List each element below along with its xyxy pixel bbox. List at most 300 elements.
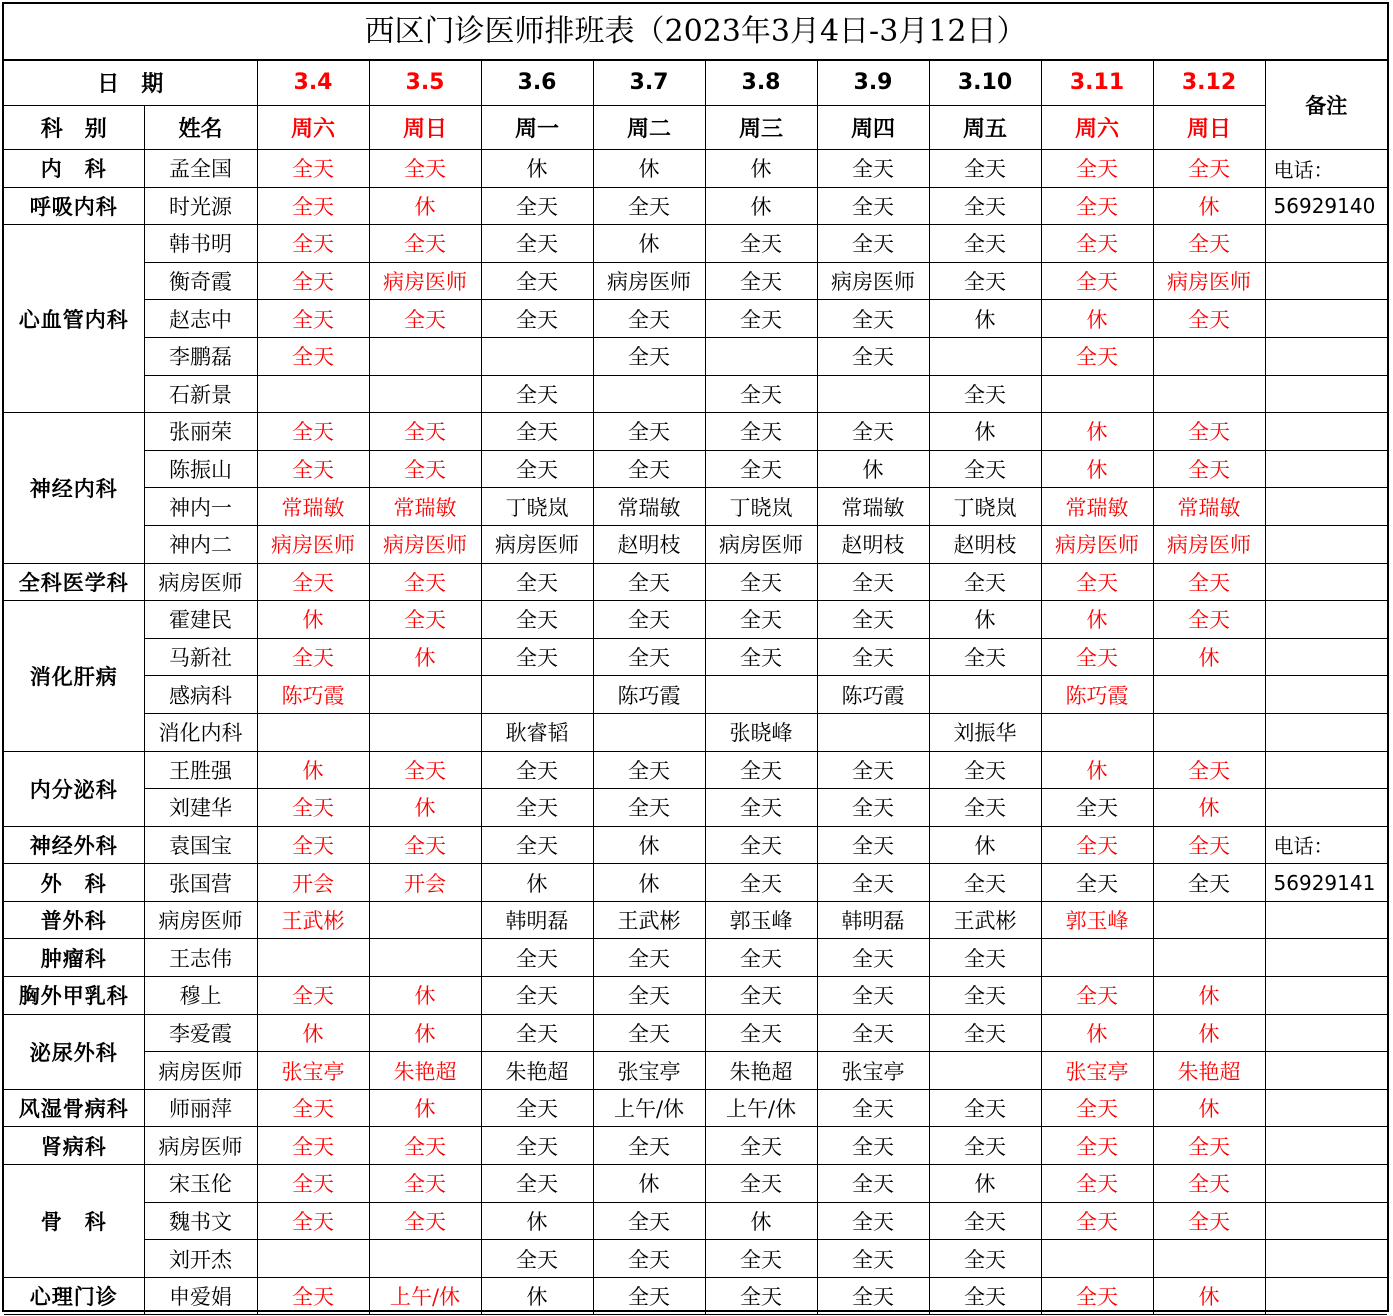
shift-cell: 全天 [369, 1202, 481, 1240]
doctor-name-cell: 石新景 [144, 375, 257, 413]
shift-cell: 全天 [929, 150, 1041, 188]
shift-cell: 休 [1153, 187, 1265, 225]
shift-cell: 全天 [481, 450, 593, 488]
shift-cell: 全天 [929, 225, 1041, 263]
shift-cell: 全天 [1153, 300, 1265, 338]
shift-cell [1153, 939, 1265, 977]
shift-cell: 张宝亭 [1041, 1052, 1153, 1090]
table-row [4, 1240, 1387, 1278]
doctor-name-cell: 韩书明 [144, 225, 257, 263]
note-cell [1265, 262, 1387, 300]
shift-cell: 全天 [369, 450, 481, 488]
shift-cell: 全天 [929, 450, 1041, 488]
note-cell [1265, 413, 1387, 451]
shift-cell: 休 [369, 977, 481, 1015]
table-row [4, 1089, 1387, 1127]
shift-cell: 休 [481, 1277, 593, 1315]
shift-cell: 全天 [705, 939, 817, 977]
date-header: 3.8 [705, 61, 817, 106]
shift-cell: 常瑞敏 [593, 488, 705, 526]
date-header: 3.5 [369, 61, 481, 106]
shift-cell: 全天 [929, 1202, 1041, 1240]
shift-cell: 郭玉峰 [705, 901, 817, 939]
shift-cell [369, 337, 481, 375]
shift-cell: 休 [1041, 1014, 1153, 1052]
table-row [4, 262, 1387, 300]
shift-cell: 全天 [257, 638, 369, 676]
shift-cell: 全天 [257, 1089, 369, 1127]
shift-cell [705, 676, 817, 714]
shift-cell: 全天 [817, 1202, 929, 1240]
shift-cell: 全天 [705, 450, 817, 488]
table-row [4, 1202, 1387, 1240]
shift-cell: 全天 [593, 977, 705, 1015]
shift-cell: 全天 [1153, 601, 1265, 639]
shift-cell: 全天 [817, 1127, 929, 1165]
doctor-name-cell: 孟全国 [144, 150, 257, 188]
shift-cell: 休 [593, 864, 705, 902]
shift-cell: 全天 [593, 601, 705, 639]
shift-cell: 陈巧霞 [257, 676, 369, 714]
table-row [4, 300, 1387, 338]
shift-cell: 全天 [705, 864, 817, 902]
shift-cell [1041, 375, 1153, 413]
shift-cell: 病房医师 [257, 525, 369, 563]
shift-cell: 全天 [593, 450, 705, 488]
shift-cell: 休 [257, 601, 369, 639]
table-row [4, 601, 1387, 639]
shift-cell: 全天 [929, 187, 1041, 225]
shift-cell: 全天 [257, 563, 369, 601]
shift-cell: 郭玉峰 [1041, 901, 1153, 939]
shift-cell: 全天 [929, 638, 1041, 676]
note-cell [1265, 977, 1387, 1015]
shift-cell: 全天 [1041, 1165, 1153, 1203]
department-cell: 骨 科 [4, 1165, 144, 1278]
department-cell: 内分泌科 [4, 751, 144, 826]
department-cell: 肿瘤科 [4, 939, 144, 977]
shift-cell: 全天 [929, 1127, 1041, 1165]
shift-cell: 休 [1041, 601, 1153, 639]
shift-cell: 常瑞敏 [369, 488, 481, 526]
shift-cell: 病房医师 [1153, 262, 1265, 300]
shift-cell: 全天 [705, 826, 817, 864]
shift-cell: 王武彬 [929, 901, 1041, 939]
shift-cell: 休 [929, 413, 1041, 451]
shift-cell [1041, 1240, 1153, 1278]
doctor-name-cell: 消化内科 [144, 713, 257, 751]
shift-cell: 全天 [593, 563, 705, 601]
shift-cell: 全天 [817, 413, 929, 451]
table-row [4, 751, 1387, 789]
note-cell [1265, 375, 1387, 413]
note-cell [1265, 1202, 1387, 1240]
shift-cell [481, 337, 593, 375]
shift-cell: 休 [593, 225, 705, 263]
department-cell: 神经外科 [4, 826, 144, 864]
shift-cell: 全天 [1041, 1089, 1153, 1127]
doctor-name-cell: 病房医师 [144, 901, 257, 939]
shift-cell: 全天 [257, 1127, 369, 1165]
date-header: 3.7 [593, 61, 705, 106]
shift-cell: 全天 [593, 1277, 705, 1315]
note-cell [1265, 1014, 1387, 1052]
shift-cell [817, 713, 929, 751]
shift-cell: 常瑞敏 [817, 488, 929, 526]
doctor-name-cell: 刘开杰 [144, 1240, 257, 1278]
shift-cell: 丁晓岚 [481, 488, 593, 526]
shift-cell: 张晓峰 [705, 713, 817, 751]
note-cell [1265, 939, 1387, 977]
doctor-name-cell: 袁国宝 [144, 826, 257, 864]
doctor-name-cell: 陈振山 [144, 450, 257, 488]
shift-cell: 休 [593, 150, 705, 188]
shift-cell: 全天 [481, 1014, 593, 1052]
doctor-name-cell: 王志伟 [144, 939, 257, 977]
shift-cell [1153, 337, 1265, 375]
schedule-sheet [2, 2, 1389, 1312]
shift-cell: 全天 [481, 638, 593, 676]
note-cell [1265, 488, 1387, 526]
shift-cell: 休 [1041, 751, 1153, 789]
doctor-name-cell: 马新社 [144, 638, 257, 676]
doctor-name-cell: 时光源 [144, 187, 257, 225]
shift-cell [1041, 939, 1153, 977]
shift-cell: 休 [369, 187, 481, 225]
shift-cell: 全天 [593, 638, 705, 676]
shift-cell: 病房医师 [817, 262, 929, 300]
shift-cell: 王武彬 [257, 901, 369, 939]
shift-cell: 赵明枝 [593, 525, 705, 563]
shift-cell: 全天 [705, 1240, 817, 1278]
shift-cell: 休 [1153, 1089, 1265, 1127]
doctor-name-cell: 病房医师 [144, 1052, 257, 1090]
note-cell: 56929141 [1265, 864, 1387, 902]
shift-cell: 休 [1153, 789, 1265, 827]
table-row [4, 638, 1387, 676]
note-cell [1265, 638, 1387, 676]
shift-cell: 休 [369, 1089, 481, 1127]
shift-cell: 全天 [1153, 1165, 1265, 1203]
shift-cell: 全天 [1153, 1202, 1265, 1240]
shift-cell: 全天 [593, 1202, 705, 1240]
shift-cell: 上午/休 [705, 1089, 817, 1127]
shift-cell: 全天 [369, 1165, 481, 1203]
shift-cell: 休 [1153, 638, 1265, 676]
shift-cell: 全天 [929, 1014, 1041, 1052]
shift-cell: 全天 [1153, 1127, 1265, 1165]
shift-cell: 上午/休 [593, 1089, 705, 1127]
shift-cell: 休 [705, 187, 817, 225]
shift-cell: 全天 [1041, 789, 1153, 827]
weekday-header: 周日 [1153, 105, 1265, 150]
shift-cell: 全天 [593, 413, 705, 451]
note-cell [1265, 789, 1387, 827]
shift-cell: 全天 [705, 225, 817, 263]
shift-cell: 全天 [817, 1165, 929, 1203]
doctor-name-cell: 感病科 [144, 676, 257, 714]
shift-cell: 全天 [481, 1089, 593, 1127]
table-row [4, 187, 1387, 225]
shift-cell: 全天 [481, 1127, 593, 1165]
shift-cell: 全天 [929, 1240, 1041, 1278]
shift-cell [369, 676, 481, 714]
shift-cell: 全天 [369, 751, 481, 789]
shift-cell: 全天 [481, 187, 593, 225]
doctor-name-cell: 衡奇霞 [144, 262, 257, 300]
shift-cell: 全天 [929, 864, 1041, 902]
shift-cell [1153, 676, 1265, 714]
shift-cell: 朱艳超 [705, 1052, 817, 1090]
shift-cell: 全天 [257, 413, 369, 451]
table-row [4, 375, 1387, 413]
shift-cell: 全天 [257, 187, 369, 225]
note-cell: 电话： [1265, 150, 1387, 188]
note-cell [1265, 1052, 1387, 1090]
shift-cell: 全天 [593, 337, 705, 375]
shift-cell: 病房医师 [1041, 525, 1153, 563]
department-cell: 胸外甲乳科 [4, 977, 144, 1015]
shift-cell: 丁晓岚 [705, 488, 817, 526]
shift-cell: 全天 [1041, 1202, 1153, 1240]
shift-cell: 休 [593, 826, 705, 864]
doctor-name-cell: 赵志中 [144, 300, 257, 338]
shift-cell: 全天 [481, 977, 593, 1015]
shift-cell: 全天 [817, 187, 929, 225]
shift-cell: 全天 [369, 1127, 481, 1165]
shift-cell: 全天 [1041, 864, 1153, 902]
shift-cell: 病房医师 [369, 525, 481, 563]
shift-cell: 全天 [929, 751, 1041, 789]
shift-cell: 全天 [817, 977, 929, 1015]
shift-cell: 全天 [817, 601, 929, 639]
shift-cell: 全天 [929, 789, 1041, 827]
schedule-table [4, 60, 1387, 1315]
table-row [4, 1165, 1387, 1203]
shift-cell [593, 375, 705, 413]
table-row [4, 977, 1387, 1015]
note-cell [1265, 1127, 1387, 1165]
shift-cell: 休 [929, 300, 1041, 338]
shift-cell: 病房医师 [705, 525, 817, 563]
shift-cell: 全天 [481, 1165, 593, 1203]
table-row [4, 713, 1387, 751]
shift-cell: 全天 [817, 789, 929, 827]
shift-cell [929, 676, 1041, 714]
shift-cell: 全天 [1041, 638, 1153, 676]
shift-cell: 全天 [481, 1240, 593, 1278]
shift-cell: 休 [1153, 1277, 1265, 1315]
shift-cell: 全天 [369, 413, 481, 451]
shift-cell: 全天 [817, 1277, 929, 1315]
shift-cell [1153, 1240, 1265, 1278]
shift-cell: 全天 [1041, 337, 1153, 375]
shift-cell: 全天 [705, 601, 817, 639]
shift-cell: 全天 [817, 638, 929, 676]
shift-cell: 全天 [369, 300, 481, 338]
shift-cell: 全天 [929, 1089, 1041, 1127]
note-cell: 56929140 [1265, 187, 1387, 225]
date-header: 3.10 [929, 61, 1041, 106]
shift-cell: 全天 [1041, 225, 1153, 263]
shift-cell: 全天 [705, 413, 817, 451]
header-row-weekdays [4, 105, 1387, 150]
doctor-name-cell: 魏书文 [144, 1202, 257, 1240]
header-row-dates [4, 61, 1387, 106]
table-row [4, 901, 1387, 939]
note-cell [1265, 337, 1387, 375]
shift-cell: 全天 [593, 1127, 705, 1165]
shift-cell: 王武彬 [593, 901, 705, 939]
shift-cell: 休 [481, 864, 593, 902]
shift-cell: 全天 [593, 789, 705, 827]
department-cell: 泌尿外科 [4, 1014, 144, 1089]
doctor-name-cell: 师丽萍 [144, 1089, 257, 1127]
shift-cell: 张宝亭 [593, 1052, 705, 1090]
shift-cell: 丁晓岚 [929, 488, 1041, 526]
shift-cell: 全天 [593, 751, 705, 789]
note-cell [1265, 901, 1387, 939]
shift-cell: 全天 [929, 977, 1041, 1015]
shift-cell: 病房医师 [481, 525, 593, 563]
shift-cell [817, 375, 929, 413]
note-cell [1265, 1240, 1387, 1278]
table-row [4, 413, 1387, 451]
shift-cell: 病房医师 [593, 262, 705, 300]
shift-cell: 陈巧霞 [817, 676, 929, 714]
shift-cell: 休 [481, 150, 593, 188]
date-label: 日 期 [4, 61, 257, 106]
shift-cell: 全天 [257, 826, 369, 864]
shift-cell: 韩明磊 [481, 901, 593, 939]
table-row [4, 864, 1387, 902]
note-cell [1265, 450, 1387, 488]
shift-cell: 休 [1041, 450, 1153, 488]
table-row [4, 676, 1387, 714]
shift-cell: 休 [1041, 300, 1153, 338]
department-cell: 全科医学科 [4, 563, 144, 601]
shift-cell: 全天 [817, 826, 929, 864]
shift-cell: 全天 [817, 1014, 929, 1052]
table-row [4, 939, 1387, 977]
department-cell: 内 科 [4, 150, 144, 188]
shift-cell: 韩明磊 [817, 901, 929, 939]
department-cell: 风湿骨病科 [4, 1089, 144, 1127]
shift-cell: 全天 [369, 826, 481, 864]
shift-cell: 全天 [705, 262, 817, 300]
shift-cell: 休 [929, 601, 1041, 639]
date-header: 3.11 [1041, 61, 1153, 106]
shift-cell: 全天 [257, 225, 369, 263]
department-cell: 消化肝病 [4, 601, 144, 751]
date-header: 3.6 [481, 61, 593, 106]
shift-cell: 全天 [481, 262, 593, 300]
shift-cell: 休 [481, 1202, 593, 1240]
page-title: 西区门诊医师排班表（2023年3月4日-3月12日） [4, 4, 1387, 60]
shift-cell: 开会 [369, 864, 481, 902]
shift-cell [257, 1240, 369, 1278]
shift-cell: 全天 [705, 638, 817, 676]
shift-cell: 全天 [593, 939, 705, 977]
shift-cell: 全天 [481, 601, 593, 639]
weekday-header: 周六 [257, 105, 369, 150]
note-cell [1265, 300, 1387, 338]
doctor-name-cell: 病房医师 [144, 563, 257, 601]
shift-cell: 全天 [1153, 826, 1265, 864]
shift-cell: 全天 [817, 1089, 929, 1127]
shift-cell: 全天 [705, 751, 817, 789]
shift-cell [369, 1240, 481, 1278]
shift-cell: 休 [369, 638, 481, 676]
shift-cell [1153, 713, 1265, 751]
shift-cell: 全天 [593, 300, 705, 338]
shift-cell: 全天 [817, 939, 929, 977]
shift-cell: 休 [369, 1014, 481, 1052]
shift-cell: 全天 [1153, 751, 1265, 789]
shift-cell [257, 375, 369, 413]
date-header: 3.12 [1153, 61, 1265, 106]
shift-cell: 陈巧霞 [1041, 676, 1153, 714]
note-cell [1265, 225, 1387, 263]
shift-cell: 全天 [705, 563, 817, 601]
doctor-name-cell: 神内一 [144, 488, 257, 526]
shift-cell: 全天 [593, 187, 705, 225]
table-row [4, 1277, 1387, 1315]
shift-cell [369, 375, 481, 413]
table-row [4, 1127, 1387, 1165]
shift-cell: 全天 [481, 826, 593, 864]
table-row [4, 450, 1387, 488]
shift-cell: 全天 [929, 563, 1041, 601]
shift-cell: 常瑞敏 [1041, 488, 1153, 526]
shift-cell: 休 [369, 789, 481, 827]
department-cell: 外 科 [4, 864, 144, 902]
shift-cell: 全天 [1153, 225, 1265, 263]
shift-cell: 全天 [929, 262, 1041, 300]
department-cell: 呼吸内科 [4, 187, 144, 225]
shift-cell: 朱艳超 [481, 1052, 593, 1090]
doctor-name-cell: 病房医师 [144, 1127, 257, 1165]
note-cell [1265, 525, 1387, 563]
shift-cell [369, 713, 481, 751]
shift-cell: 张宝亭 [257, 1052, 369, 1090]
shift-cell: 全天 [481, 375, 593, 413]
shift-cell: 全天 [257, 1165, 369, 1203]
shift-cell: 朱艳超 [1153, 1052, 1265, 1090]
doctor-name-cell: 李鹏磊 [144, 337, 257, 375]
note-cell [1265, 751, 1387, 789]
shift-cell: 休 [705, 150, 817, 188]
note-cell [1265, 676, 1387, 714]
table-row [4, 525, 1387, 563]
weekday-header: 周日 [369, 105, 481, 150]
table-row [4, 225, 1387, 263]
shift-cell: 全天 [481, 225, 593, 263]
shift-cell [593, 713, 705, 751]
shift-cell: 全天 [929, 1277, 1041, 1315]
note-cell [1265, 713, 1387, 751]
shift-cell: 全天 [1153, 150, 1265, 188]
shift-cell: 常瑞敏 [1153, 488, 1265, 526]
shift-cell: 全天 [369, 601, 481, 639]
shift-cell: 耿睿韬 [481, 713, 593, 751]
note-cell [1265, 1089, 1387, 1127]
shift-cell: 全天 [929, 375, 1041, 413]
shift-cell: 休 [1153, 977, 1265, 1015]
shift-cell: 休 [1041, 413, 1153, 451]
shift-cell: 张宝亭 [817, 1052, 929, 1090]
shift-cell [929, 1052, 1041, 1090]
